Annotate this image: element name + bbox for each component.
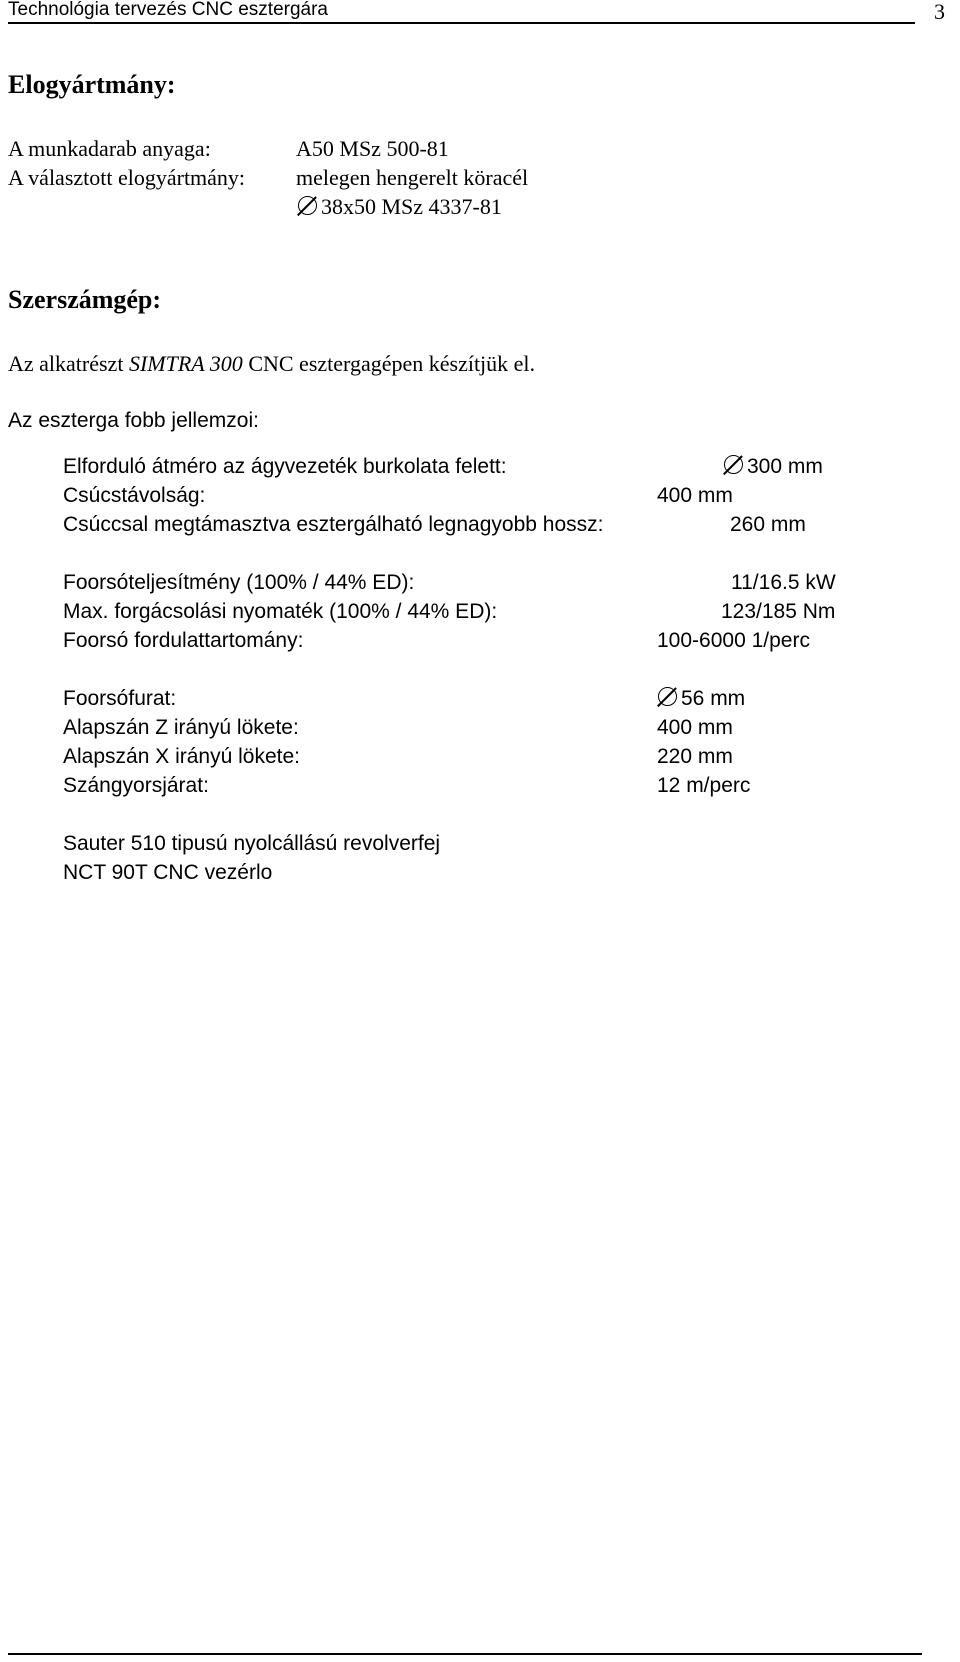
blank-value: melegen hengerelt köracél [296, 165, 529, 190]
spec-label-swing-diameter: Elforduló átméro az ágyvezeték burkolata felett: [63, 455, 507, 478]
diameter-symbol-icon [722, 455, 746, 475]
material-label: A munkadarab anyaga: [8, 136, 211, 161]
machine-intro-prefix: Az alkatrészt [8, 351, 129, 376]
blank-dimension [296, 192, 502, 222]
blank-dimension-text: 38x50 MSz 4337-81 [321, 194, 502, 219]
spec-value-torque: 123/185 Nm [721, 600, 836, 623]
spec-value-spindle-power: 11/16.5 kW [731, 571, 836, 594]
spec-value-spindle-bore-text: 56 mm [681, 687, 746, 710]
header-rule [8, 22, 915, 24]
spec-value-swing-diameter-text: 300 mm [747, 455, 823, 478]
spec-label-rapid-traverse: Szángyorsjárat: [63, 774, 209, 797]
spec-value-swing-diameter [722, 452, 823, 482]
spec-label-z-travel: Alapszán Z irányú lökete: [63, 716, 299, 739]
accessory-turret: Sauter 510 tipusú nyolcállású revolverfej [63, 832, 441, 855]
section-heading-szerszamgep: Szerszámgép: [8, 285, 162, 314]
blank-label: A választott elogyártmány: [8, 165, 246, 190]
spec-value-speed-range: 100-6000 1/perc [657, 629, 810, 652]
diameter-symbol-icon [656, 687, 680, 707]
spec-value-z-travel: 400 mm [657, 716, 733, 739]
machine-intro-suffix: CNC esztergagépen készítjük el. [242, 351, 536, 376]
header-title: Technológia tervezés CNC esztergára [8, 0, 328, 20]
spec-label-x-travel: Alapszán X irányú lökete: [63, 745, 300, 768]
machine-intro [8, 349, 535, 379]
spec-label-spindle-power: Foorsóteljesítmény (100% / 44% ED): [63, 571, 415, 594]
spec-label-torque: Max. forgácsolási nyomaték (100% / 44% ED): [63, 600, 498, 623]
spec-value-center-distance: 400 mm [657, 484, 733, 507]
material-value: A50 MSz 500-81 [296, 136, 449, 161]
page-header [8, 0, 924, 24]
spec-label-max-length: Csúccsal megtámasztva esztergálható legnagyobb hossz: [63, 513, 604, 536]
spec-value-x-travel: 220 mm [657, 745, 733, 768]
spec-value-spindle-bore [656, 684, 745, 714]
features-title: Az eszterga fobb jellemzoi: [8, 409, 259, 432]
diameter-symbol-icon [296, 196, 320, 216]
footer-rule [8, 1653, 922, 1655]
page-number: 3 [934, 0, 945, 24]
section-heading-elogyartmany: Elogyártmány: [8, 70, 176, 99]
machine-name: SIMTRA 300 [128, 351, 243, 376]
spec-label-center-distance: Csúcstávolság: [63, 484, 206, 507]
spec-value-max-length: 260 mm [730, 513, 806, 536]
spec-value-rapid-traverse: 12 m/perc [657, 774, 751, 797]
spec-label-spindle-bore: Foorsófurat: [63, 687, 177, 710]
accessory-controller: NCT 90T CNC vezérlo [63, 861, 273, 884]
spec-label-speed-range: Foorsó fordulattartomány: [63, 629, 304, 652]
